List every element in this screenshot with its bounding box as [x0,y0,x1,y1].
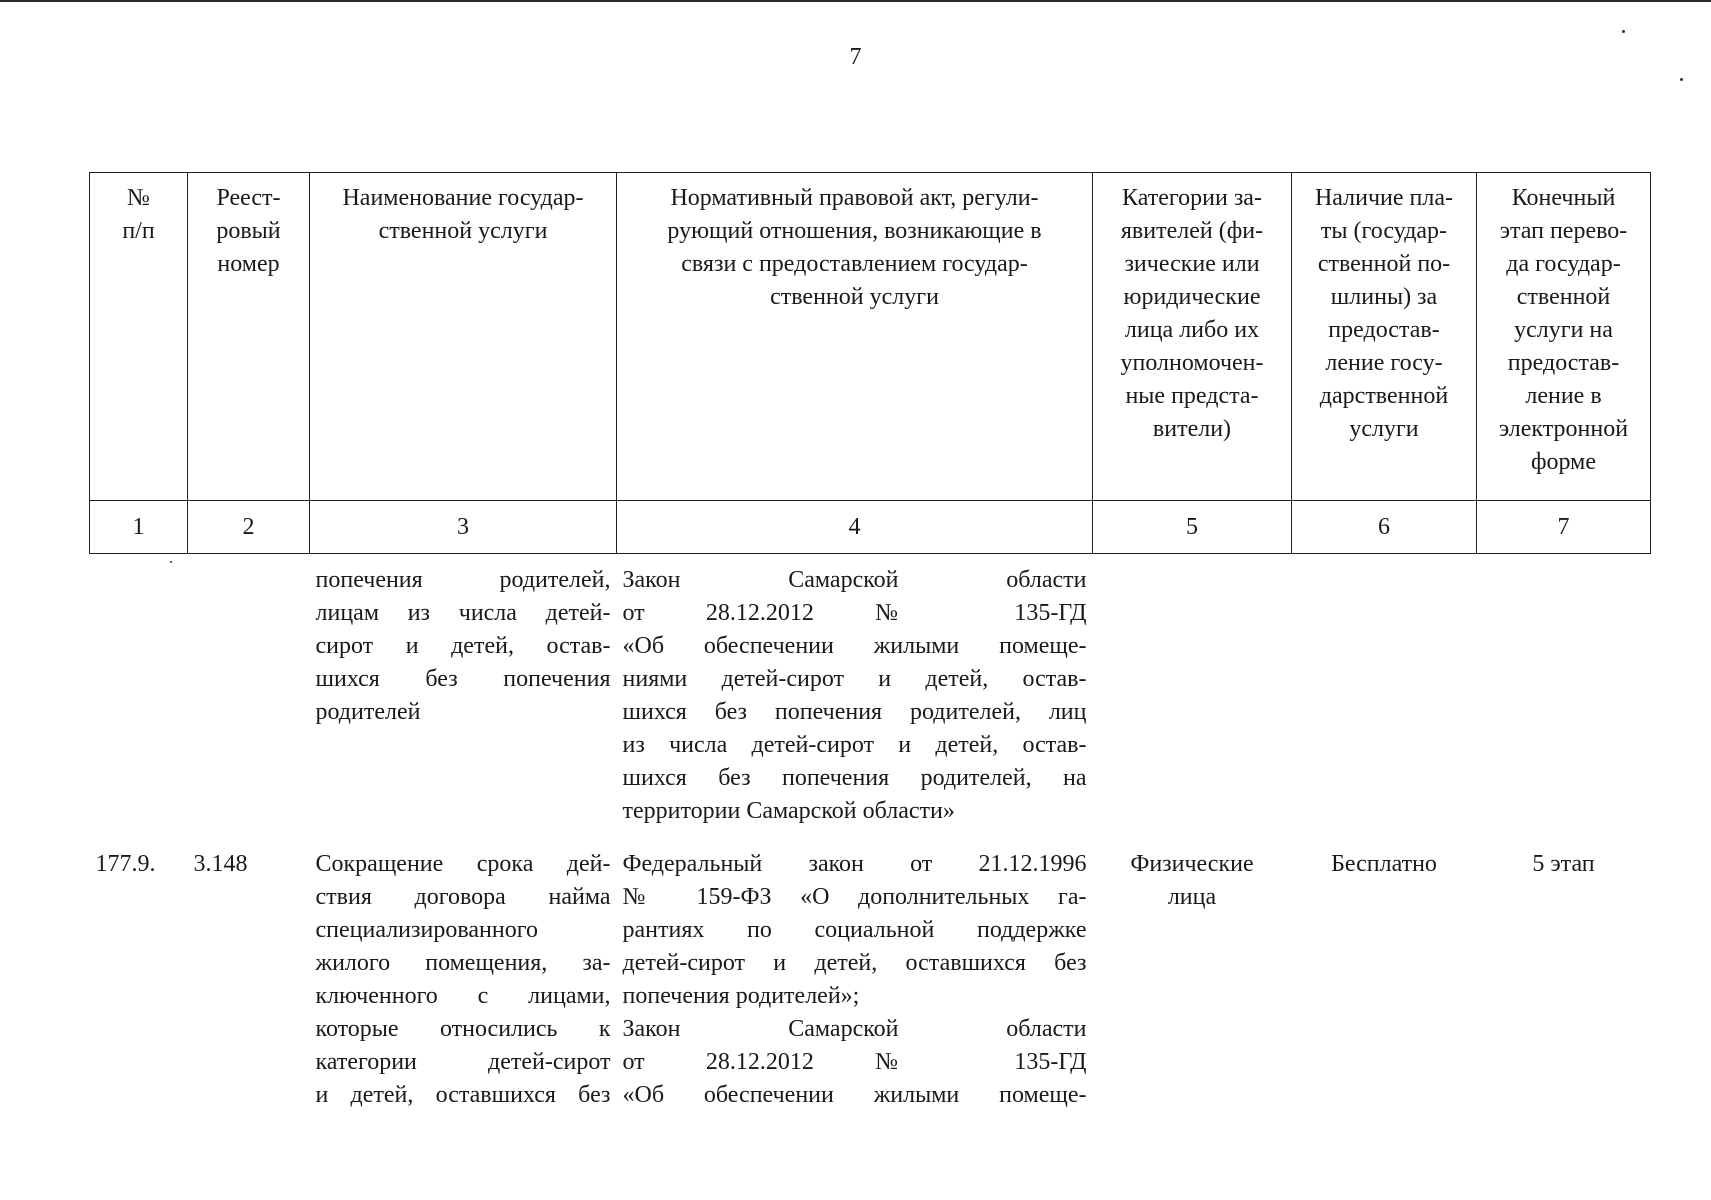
page-number: 7 [849,44,862,70]
cell-number: 177.9. [95,851,156,877]
table-row-continuation [90,554,1651,849]
scan-speck [170,561,172,563]
scan-speck [1622,30,1625,33]
column-number: 7 [1477,501,1651,554]
column-number: 4 [617,501,1093,554]
column-number: 3 [310,501,617,554]
scan-speck [1680,78,1683,81]
header-number: № п/п [90,173,188,501]
cell-legal-act: Федеральный закон от 21.12.1996 № 159-ФЗ «О дополнительных га- рантиях по социальной поддержке детей-сирот и детей, оставшихся без попечения родителей»; Закон Самарской области от 28.12.2012 № 135-ГД «Об обеспечении жилыми помеще- [622,851,1087,1108]
cell-final-stage [1477,554,1651,849]
column-number: 5 [1093,501,1292,554]
header-legal-act: Нормативный правовой акт, регули- рующий отношения, возникающие в связи с предоставлением государ- ственной услуги [617,173,1093,501]
header-final-stage: Конечный этап перево- да государ- ственной услуги на предостав- ление в электронной форме [1477,173,1651,501]
cell-legal-act: Закон Самарской области от 28.12.2012 № 135-ГД «Об обеспечении жилыми помеще- ниями детей-сирот и детей, остав- шихся без попечения родителей, лиц из числа детей-сирот и детей, остав- шихся без попечения родителей, на территории Самарской области» [622,567,1087,824]
column-number: 6 [1292,501,1477,554]
header-service-name: Наименование государ- ственной услуги [310,173,617,501]
table-row-177-9 [90,848,1651,1112]
services-table [89,172,1651,1112]
header-fee: Наличие пла- ты (государ- ственной по- шлины) за предостав- ление госу- дарственной услуги [1292,173,1477,501]
cell-service-name: попечения родителей, лицам из числа детей- сирот и детей, остав- шихся без попечения родителей [315,567,611,725]
cell-number [90,554,188,849]
cell-applicants [1093,554,1292,849]
cell-applicants: Физические лица [1130,851,1254,910]
header-applicant-categories: Категории за- явителей (фи- зические или юридические лица либо их уполномочен- ные предста- вители) [1093,173,1292,501]
column-number-row [90,501,1651,554]
scan-edge-line [0,0,1711,2]
cell-service-name: Сокращение срока дей- ствия договора найма специализированного жилого помещения, за- ключенного с лицами, которые относились к категории детей-сирот и детей, оставшихся без [315,851,611,1108]
cell-final-stage: 5 этап [1532,851,1595,877]
cell-fee [1292,554,1477,849]
table-header-row [90,173,1651,501]
cell-registry [188,554,310,849]
column-number: 1 [90,501,188,554]
cell-registry: 3.148 [193,851,248,877]
cell-fee: Бесплатно [1331,851,1437,877]
header-registry-number: Реест- ровый номер [188,173,310,501]
column-number: 2 [188,501,310,554]
